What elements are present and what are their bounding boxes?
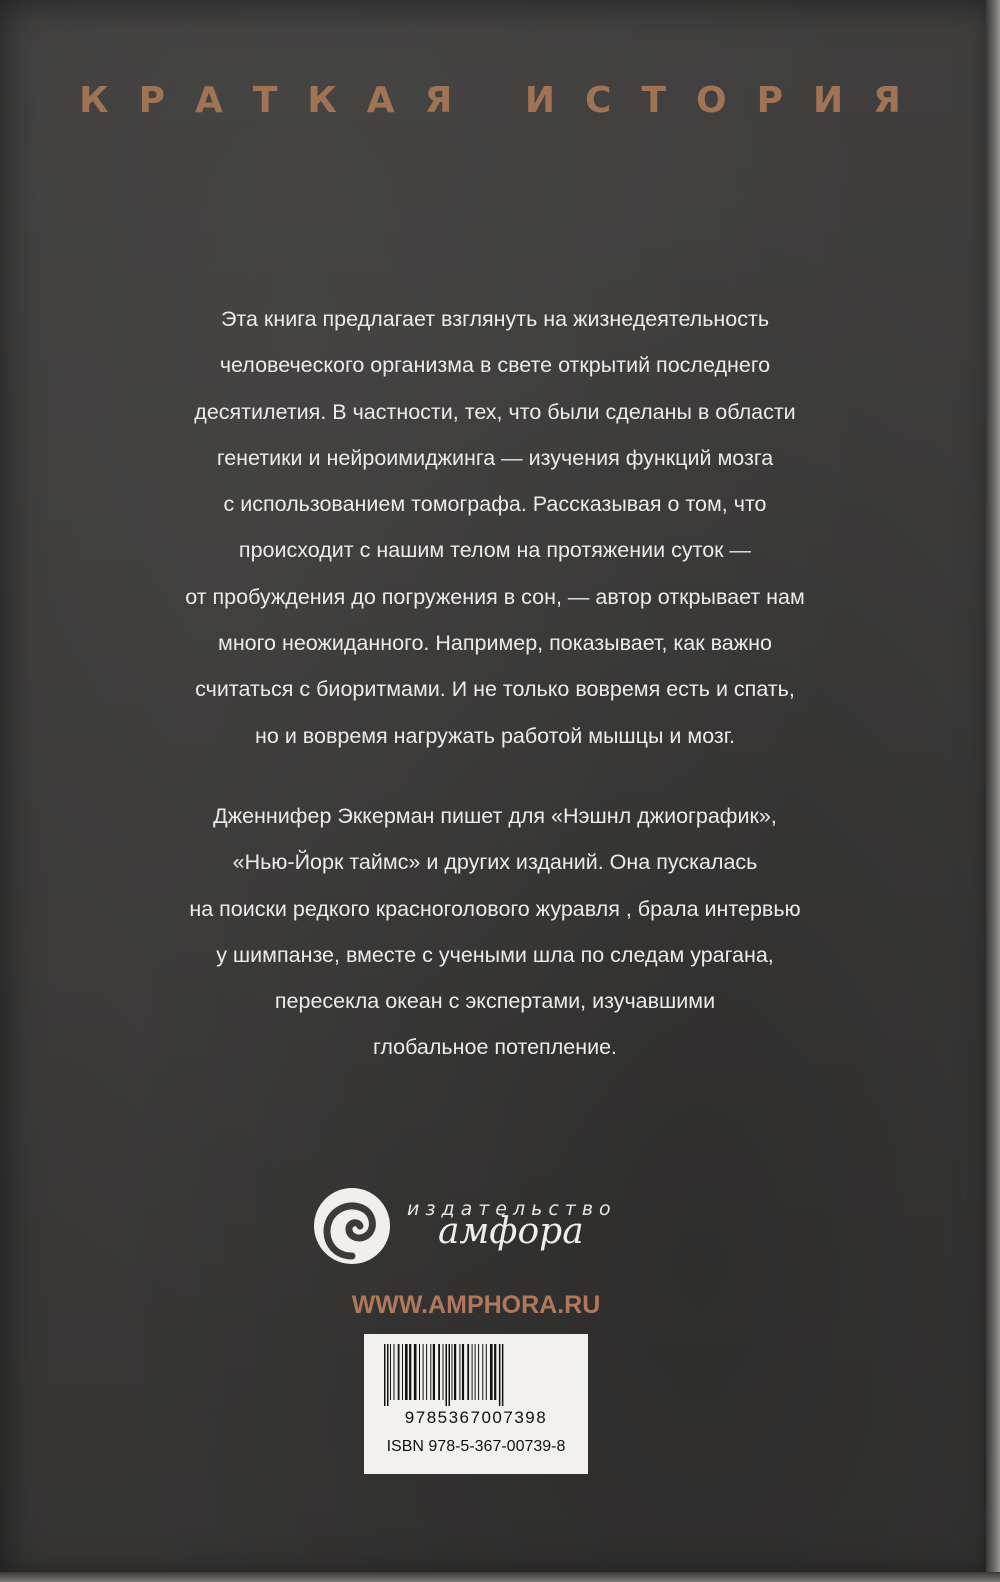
barcode-bar: [459, 1344, 460, 1400]
barcode-bar: [423, 1344, 424, 1400]
cover-edge-bottom: [0, 1572, 1000, 1582]
description-line: от пробуждения до погружения в сон, — автор открывает нам: [185, 584, 805, 609]
author-bio-line: пересекла океан с экспертами, изучавшими: [274, 989, 716, 1014]
barcode-bar: [499, 1344, 501, 1406]
description-line: десятилетия. В частности, тех, что были сделаны в области: [194, 399, 796, 424]
author-bio-line: глобальное потепление.: [372, 1035, 618, 1060]
barcode-bar: [398, 1344, 400, 1400]
author-bio: [130, 793, 860, 1071]
author-bio-line: у шимпанзе, вместе с учеными шла по следам урагана,: [216, 942, 774, 967]
barcode-bar: [475, 1344, 476, 1400]
barcode-bar: [384, 1344, 386, 1406]
barcode-bar: [502, 1344, 504, 1406]
series-title: КРАТКАЯ ИСТОРИЯ: [79, 80, 931, 121]
barcode-bar: [430, 1344, 431, 1400]
publisher-name: амфора: [438, 1211, 584, 1252]
author-bio-line: Дженнифер Эккерман пишет для «Нэшнл джиографик»,: [213, 804, 777, 828]
barcode-bar: [472, 1344, 473, 1400]
description-line: Эта книга предлагает взглянуть на жизнедеятельность: [220, 307, 770, 331]
barcode-bar: [419, 1344, 420, 1400]
barcode-bar: [462, 1344, 464, 1400]
barcode-bar: [490, 1344, 493, 1400]
description-line: происходит с нашим телом на протяжении суток —: [238, 538, 752, 563]
barcode-bar: [387, 1344, 389, 1406]
barcode-box: [364, 1334, 588, 1474]
barcode-bar: [405, 1344, 408, 1400]
barcode-bar: [478, 1344, 479, 1400]
book-description: [130, 296, 860, 759]
barcode-bar: [414, 1344, 417, 1400]
barcode: [382, 1344, 570, 1406]
description-line: но и вовремя нагружать работой мышцы и мозг.: [255, 723, 735, 748]
barcode-bar: [454, 1344, 456, 1400]
barcode-bar: [394, 1344, 395, 1400]
author-bio-line: «Нью-Йорк таймс» и других изданий. Она пускалась: [232, 850, 758, 875]
barcode-bar: [446, 1344, 448, 1406]
description-line: генетики и нейроимиджинга — изучения функций мозга: [216, 445, 774, 470]
barcode-bar: [426, 1344, 427, 1400]
author-bio-line: на поиски редкого красноголового журавля , брала интервью: [189, 896, 801, 921]
description-line: с использованием томографа. Рассказывая о том, что: [223, 492, 767, 517]
description-line: считаться с биоритмами. И не только вовремя есть и спать,: [195, 677, 795, 702]
barcode-bar: [494, 1344, 496, 1400]
barcode-bar: [433, 1344, 435, 1400]
spiral-logo-icon: [312, 1186, 392, 1266]
cover-edge-right: [986, 0, 1000, 1582]
barcode-bar: [443, 1344, 444, 1400]
barcode-bar: [449, 1344, 451, 1406]
barcode-bar: [452, 1344, 453, 1400]
isbn-number: ISBN 978-5-367-00739-8: [386, 1438, 566, 1455]
description-line: много неожиданного. Например, показывает, как важно: [218, 631, 772, 656]
barcode-bar: [390, 1344, 391, 1400]
barcode-bar: [467, 1344, 469, 1400]
barcode-bar: [438, 1344, 440, 1400]
barcode-bar: [482, 1344, 483, 1400]
description-line: человеческого организма в свете открытий последнего: [219, 353, 771, 378]
barcode-digits: 9785367007398: [404, 1408, 548, 1427]
barcode-bar: [486, 1344, 487, 1400]
publisher-caption: издательство: [407, 1198, 617, 1220]
barcode-bar: [409, 1344, 411, 1400]
publisher-website: WWW.AMPHORA.RU: [351, 1291, 601, 1319]
barcode-bar: [402, 1344, 403, 1400]
